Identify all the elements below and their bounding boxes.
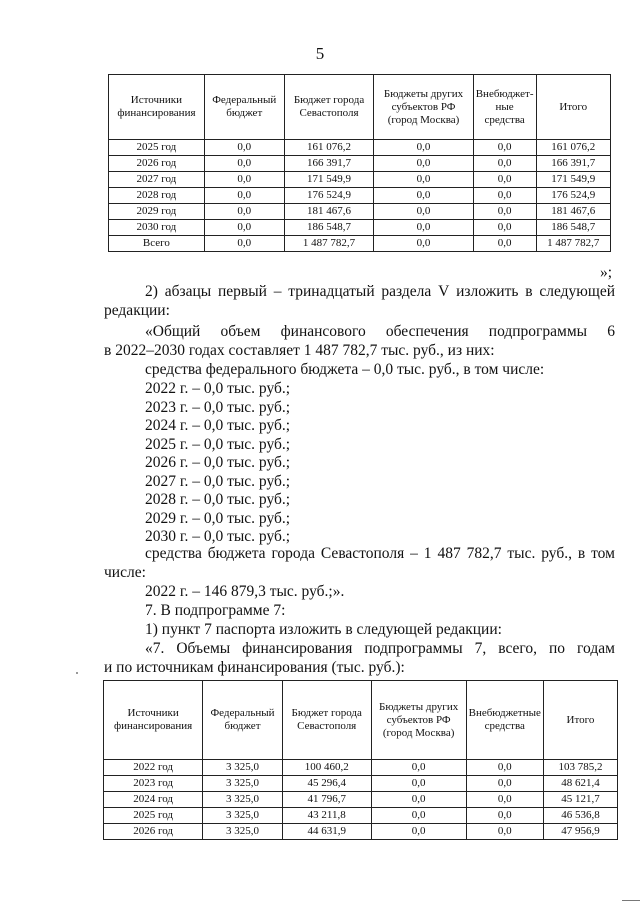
value-cell: 103 785,2 (543, 760, 617, 776)
value-cell: 0,0 (473, 220, 536, 236)
row-label-cell: 2029 год (109, 204, 205, 220)
value-cell: 0,0 (204, 204, 284, 220)
header-cell: Бюджет города Севастополя (284, 75, 374, 140)
value-cell: 0,0 (374, 204, 473, 220)
value-cell: 43 211,8 (282, 808, 371, 824)
header-cell: Федеральный бюджет (204, 75, 284, 140)
item-2-line-2: редакции: (104, 302, 170, 319)
value-cell: 176 524,9 (284, 188, 374, 204)
value-cell: 47 956,9 (543, 824, 617, 840)
table-header-row (109, 75, 611, 140)
value-cell: 0,0 (466, 824, 543, 840)
value-cell: 0,0 (204, 156, 284, 172)
paragraph-1-line-1: «Общий объем финансового обеспечения подпрограммы 6 (145, 323, 615, 340)
value-cell: 186 548,7 (284, 220, 374, 236)
value-cell: 3 325,0 (203, 760, 283, 776)
row-label-cell: 2024 год (104, 792, 203, 808)
value-cell: 0,0 (371, 808, 466, 824)
value-cell: 100 460,2 (282, 760, 371, 776)
row-label-cell: Всего (109, 236, 205, 252)
value-cell: 0,0 (204, 140, 284, 156)
value-cell: 0,0 (473, 172, 536, 188)
federal-year-line: 2023 г. – 0,0 тыс. руб.; (145, 398, 291, 416)
row-label-cell: 2025 год (109, 140, 205, 156)
value-cell: 0,0 (473, 140, 536, 156)
value-cell: 1 487 782,7 (284, 236, 374, 252)
sevastopol-line-2: числе: (104, 564, 146, 581)
value-cell: 0,0 (371, 760, 466, 776)
federal-year-line: 2030 г. – 0,0 тыс. руб.; (145, 528, 291, 545)
value-cell: 0,0 (466, 808, 543, 824)
value-cell: 181 467,6 (536, 204, 611, 220)
header-cell: Бюджеты других субъектов РФ (город Москва) (371, 681, 466, 760)
scan-edge-mark (622, 900, 640, 901)
header-cell: Итого (536, 75, 611, 140)
value-cell: 0,0 (473, 156, 536, 172)
value-cell: 161 076,2 (284, 140, 374, 156)
federal-year-line: 2024 г. – 0,0 тыс. руб.; (145, 417, 291, 434)
value-cell: 0,0 (374, 220, 473, 236)
federal-year-line: 2026 г. – 0,0 тыс. руб.; (145, 454, 291, 471)
value-cell: 3 325,0 (203, 776, 283, 792)
table-row (104, 776, 618, 792)
value-cell: 48 621,4 (543, 776, 617, 792)
table-row (109, 204, 611, 220)
row-label-cell: 2027 год (109, 172, 205, 188)
value-cell: 0,0 (204, 220, 284, 236)
value-cell: 0,0 (374, 236, 473, 252)
value-cell: 1 487 782,7 (536, 236, 611, 252)
financing-table-subprogram-6 (108, 74, 611, 252)
header-cell: Итого (543, 681, 617, 760)
paragraph-7-line-2: и по источникам финансирования (тыс. руб.): (104, 659, 405, 676)
header-cell: Бюджеты других субъектов РФ (город Москва) (374, 75, 473, 140)
value-cell: 0,0 (473, 236, 536, 252)
page-number: 5 (315, 44, 325, 63)
table-row (109, 140, 611, 156)
value-cell: 0,0 (473, 204, 536, 220)
row-label-cell: 2025 год (104, 808, 203, 824)
item-2-line-1: 2) абзацы первый – тринадцатый раздела V изложить в следующей (145, 283, 615, 300)
paragraph-1-line-2: в 2022–2030 годах составляет 1 487 782,7 тыс. руб., из них: (104, 342, 495, 359)
value-cell: 0,0 (204, 236, 284, 252)
value-cell: 171 549,9 (284, 172, 374, 188)
value-cell: 166 391,7 (284, 156, 374, 172)
value-cell: 3 325,0 (203, 824, 283, 840)
value-cell: 171 549,9 (536, 172, 611, 188)
value-cell: 161 076,2 (536, 140, 611, 156)
value-cell: 0,0 (371, 792, 466, 808)
table-row (109, 236, 611, 252)
value-cell: 0,0 (466, 792, 543, 808)
financing-table-subprogram-7 (103, 680, 618, 840)
table-row (104, 792, 618, 808)
value-cell: 0,0 (466, 760, 543, 776)
table-header-row (104, 681, 618, 760)
value-cell: 0,0 (374, 188, 473, 204)
value-cell: 186 548,7 (536, 220, 611, 236)
federal-budget-line: средства федерального бюджета – 0,0 тыс. руб., в том числе: (145, 361, 545, 378)
value-cell: 166 391,7 (536, 156, 611, 172)
value-cell: 3 325,0 (203, 808, 283, 824)
value-cell: 0,0 (374, 172, 473, 188)
table-row (104, 808, 618, 824)
value-cell: 0,0 (473, 188, 536, 204)
closing-quote: »; (599, 264, 612, 281)
value-cell: 176 524,9 (536, 188, 611, 204)
sevastopol-line-1: средства бюджета города Севастополя – 1 487 782,7 тыс. руб., в том (145, 545, 615, 562)
row-label-cell: 2022 год (104, 760, 203, 776)
table-row (109, 156, 611, 172)
header-cell: Федеральный бюджет (203, 681, 283, 760)
table-row (109, 172, 611, 188)
header-cell: Внебюджет-ные средства (473, 75, 536, 140)
row-label-cell: 2026 год (109, 156, 205, 172)
sevastopol-2022: 2022 г. – 146 879,3 тыс. руб.;». (145, 583, 345, 600)
header-cell: Источники финансирования (109, 75, 205, 140)
table-row (109, 188, 611, 204)
paragraph-7-line-1: «7. Объемы финансирования подпрограммы 7, всего, по годам (145, 640, 615, 657)
value-cell: 0,0 (374, 156, 473, 172)
federal-year-line: 2027 г. – 0,0 тыс. руб.; (145, 472, 291, 490)
value-cell: 0,0 (371, 824, 466, 840)
value-cell: 3 325,0 (203, 792, 283, 808)
value-cell: 0,0 (204, 172, 284, 188)
header-cell: Источники финансирования (104, 681, 203, 760)
table-row (104, 824, 618, 840)
value-cell: 44 631,9 (282, 824, 371, 840)
table-row (109, 220, 611, 236)
federal-year-line: 2022 г. – 0,0 тыс. руб.; (145, 380, 291, 397)
value-cell: 41 796,7 (282, 792, 371, 808)
federal-year-line: 2029 г. – 0,0 тыс. руб.; (145, 509, 291, 527)
row-label-cell: 2028 год (109, 188, 205, 204)
value-cell: 0,0 (374, 140, 473, 156)
row-label-cell: 2030 год (109, 220, 205, 236)
value-cell: 181 467,6 (284, 204, 374, 220)
header-cell: Внебюджетные средства (466, 681, 543, 760)
value-cell: 46 536,8 (543, 808, 617, 824)
federal-year-line: 2028 г. – 0,0 тыс. руб.; (145, 491, 291, 508)
federal-year-line: 2025 г. – 0,0 тыс. руб.; (145, 435, 291, 453)
table-row (104, 760, 618, 776)
value-cell: 0,0 (466, 776, 543, 792)
section-7-heading: 7. В подпрограмме 7: (145, 602, 286, 619)
item-1-line: 1) пункт 7 паспорта изложить в следующей редакции: (145, 621, 502, 638)
row-label-cell: 2026 год (104, 824, 203, 840)
row-label-cell: 2023 год (104, 776, 203, 792)
value-cell: 0,0 (371, 776, 466, 792)
value-cell: 45 296,4 (282, 776, 371, 792)
value-cell: 45 121,7 (543, 792, 617, 808)
header-cell: Бюджет города Севастополя (282, 681, 371, 760)
scan-speck (76, 672, 78, 674)
value-cell: 0,0 (204, 188, 284, 204)
